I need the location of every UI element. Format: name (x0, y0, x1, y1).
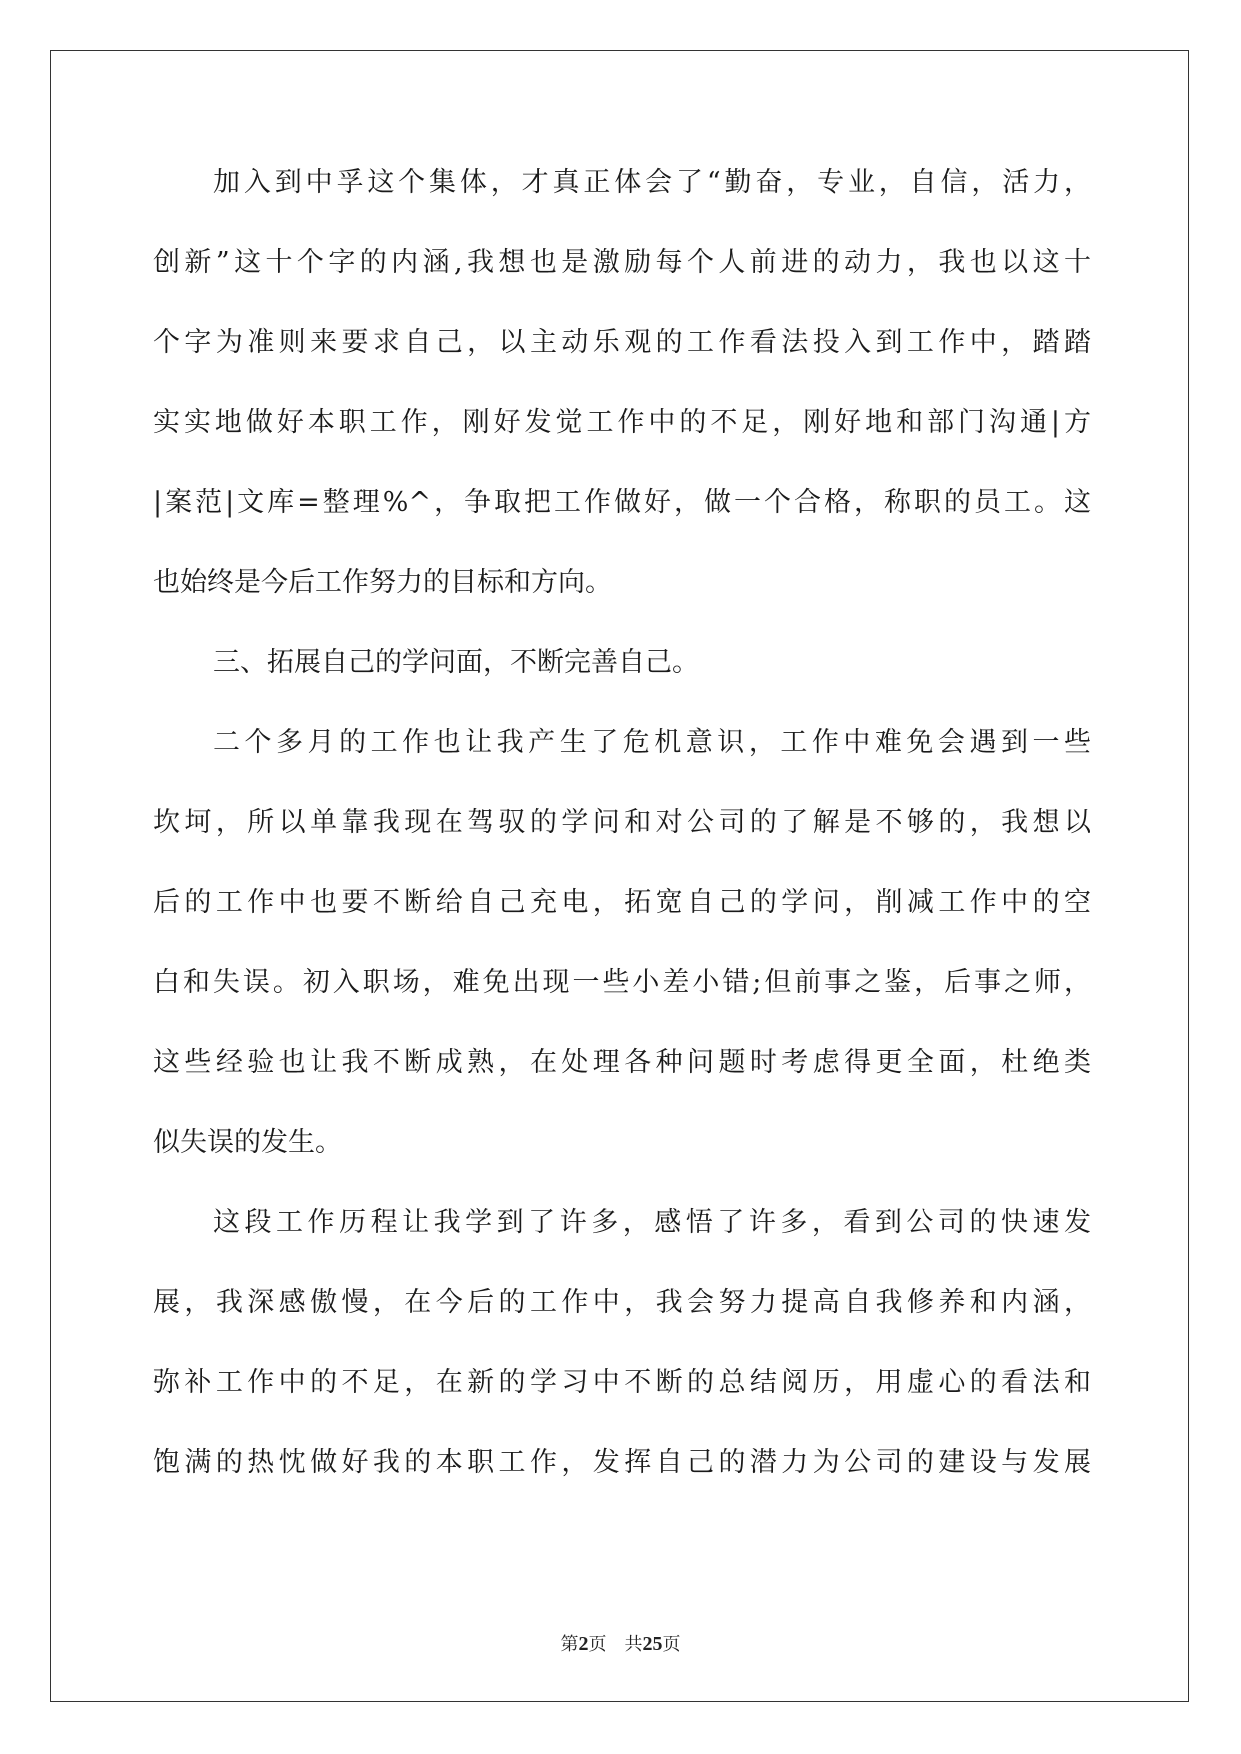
text-line: 弥补工作中的不足，在新的学习中不断的总结阅历，用虚心的看法和 (153, 1367, 1091, 1398)
total-suffix: 页 (662, 1634, 681, 1655)
text-line: |案范|文库=整理%^，争取把工作做好，做一个合格，称职的员工。这 (153, 487, 1091, 518)
total-pages: 25 (642, 1633, 663, 1655)
text-line: 似失误的发生。 (153, 1127, 342, 1158)
text-line: 二个多月的工作也让我产生了危机意识，工作中难免会遇到一些 (213, 727, 1091, 758)
document-body (153, 163, 1091, 1523)
text-line: 坎坷，所以单靠我现在驾驭的学问和对公司的了解是不够的，我想以 (153, 807, 1091, 838)
text-line: 这段工作历程让我学到了许多，感悟了许多，看到公司的快速发 (213, 1207, 1091, 1238)
text-line: 白和失误。初入职场，难免出现一些小差小错;但前事之鉴，后事之师， (153, 967, 1091, 998)
text-line: 创新”这十个字的内涵,我想也是激励每个人前进的动力，我也以这十 (153, 247, 1091, 278)
text-line: 饱满的热忱做好我的本职工作，发挥自己的潜力为公司的建设与发展 (153, 1447, 1091, 1478)
text-line: 实实地做好本职工作，刚好发觉工作中的不足，刚好地和部门沟通|方 (153, 407, 1091, 438)
page-prefix: 第 (560, 1634, 579, 1655)
text-line: 加入到中孚这个集体，才真正体会了“勤奋，专业，自信，活力， (213, 167, 1091, 198)
text-line: 这些经验也让我不断成熟，在处理各种问题时考虑得更全面，杜绝类 (153, 1047, 1091, 1078)
page-footer (0, 1630, 1241, 1656)
text-line: 三、拓展自己的学问面，不断完善自己。 (213, 647, 699, 678)
page-number: 2 (578, 1633, 589, 1655)
text-line: 展，我深感傲慢，在今后的工作中，我会努力提高自我修养和内涵， (153, 1287, 1091, 1318)
total-prefix: 共 (624, 1634, 643, 1655)
text-line: 也始终是今后工作努力的目标和方向。 (153, 567, 612, 598)
page-suffix: 页 (588, 1634, 607, 1655)
text-line: 后的工作中也要不断给自己充电，拓宽自己的学问，削减工作中的空 (153, 887, 1091, 918)
text-line: 个字为准则来要求自己，以主动乐观的工作看法投入到工作中，踏踏 (153, 327, 1091, 358)
